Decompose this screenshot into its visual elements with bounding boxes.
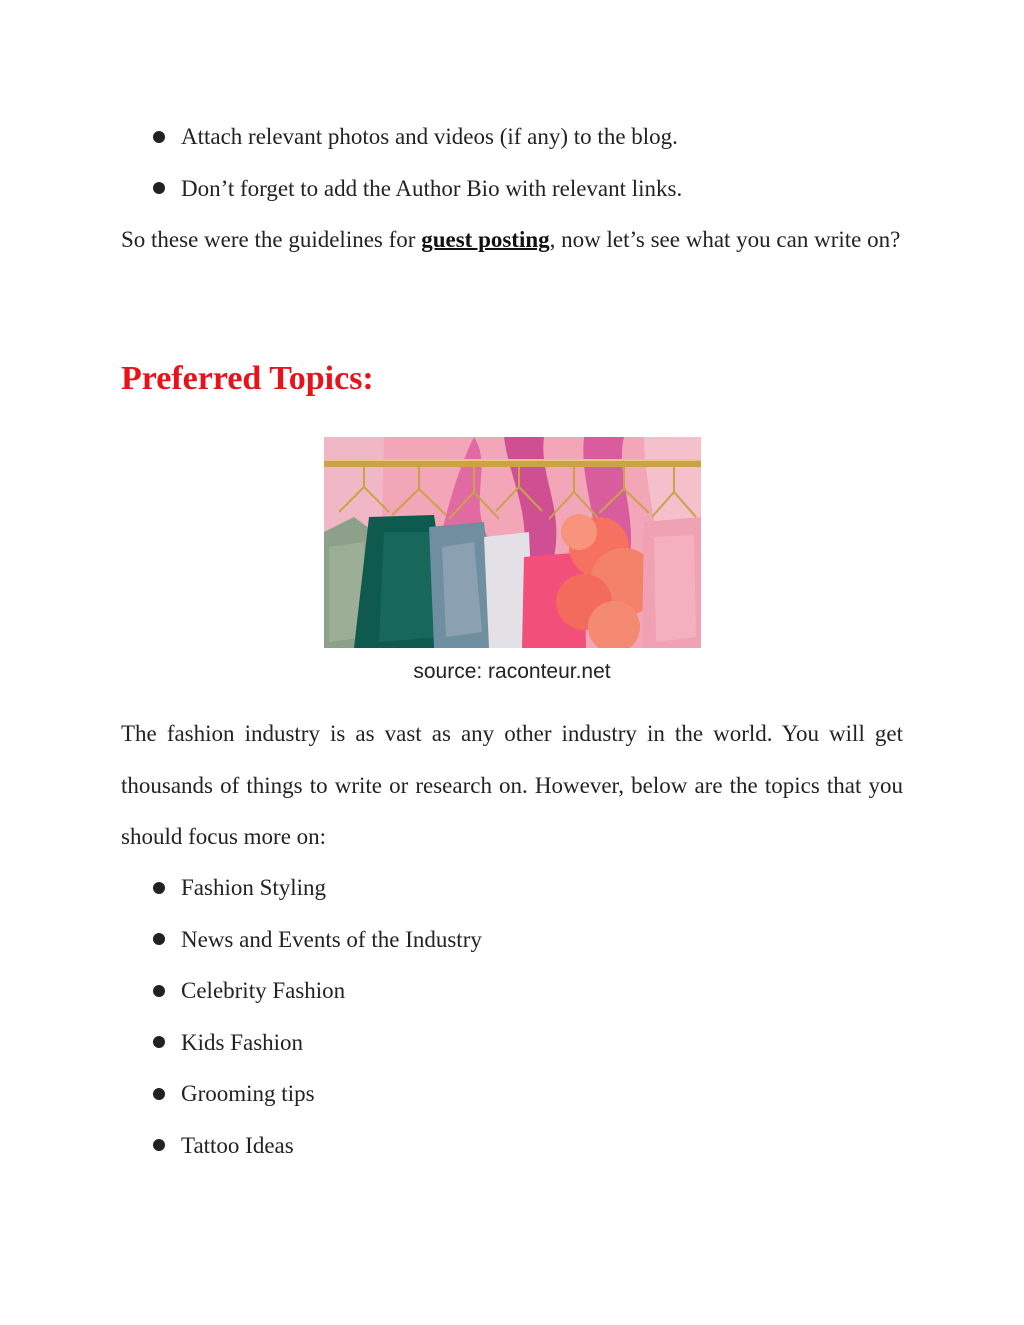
list-item bbox=[121, 1017, 903, 1069]
bullet-icon bbox=[153, 882, 165, 894]
list-item-text: Attach relevant photos and videos (if any) to the blog. bbox=[181, 124, 678, 149]
clothing-rack-image bbox=[324, 437, 701, 648]
list-item-text: Celebrity Fashion bbox=[181, 978, 346, 1003]
list-item-text: Kids Fashion bbox=[181, 1029, 304, 1055]
list-item bbox=[121, 914, 903, 966]
guidelines-list bbox=[121, 111, 903, 214]
list-item bbox=[121, 1120, 903, 1172]
bullet-icon bbox=[153, 182, 165, 194]
clothing-rack-illustration bbox=[324, 437, 701, 648]
bullet-icon bbox=[153, 131, 165, 143]
list-item bbox=[121, 111, 903, 163]
list-item bbox=[121, 1068, 903, 1120]
list-item-text: Tattoo Ideas bbox=[181, 1132, 294, 1158]
bullet-icon bbox=[153, 1139, 165, 1151]
bullet-icon bbox=[153, 933, 165, 945]
list-item bbox=[121, 965, 903, 1017]
paragraph-text: So these were the guidelines for bbox=[121, 227, 422, 252]
paragraph-text: , now let’s see what you can write on? bbox=[549, 227, 901, 252]
list-item-text: Grooming tips bbox=[181, 1081, 315, 1106]
list-item bbox=[121, 163, 903, 215]
list-item-text: News and Events of the Industry bbox=[181, 926, 482, 952]
topics-list bbox=[121, 862, 903, 1171]
bullet-icon bbox=[153, 1036, 165, 1048]
bullet-icon bbox=[153, 985, 165, 997]
guest-posting-link[interactable]: guest posting bbox=[421, 227, 550, 252]
list-item-text: Fashion Styling bbox=[181, 875, 327, 900]
bullet-icon bbox=[153, 1088, 165, 1100]
list-item bbox=[121, 862, 903, 914]
image-caption: source: raconteur.net bbox=[413, 660, 611, 683]
section-heading: Preferred Topics: bbox=[121, 360, 374, 397]
list-item-text: Don’t forget to add the Author Bio with relevant links. bbox=[181, 175, 683, 201]
guidelines-paragraph bbox=[121, 214, 903, 266]
intro-paragraph: The fashion industry is as vast as any other industry in the world. You will get thousands of things to write or research on. However, below are the topics that you should focus more on: bbox=[121, 721, 903, 849]
